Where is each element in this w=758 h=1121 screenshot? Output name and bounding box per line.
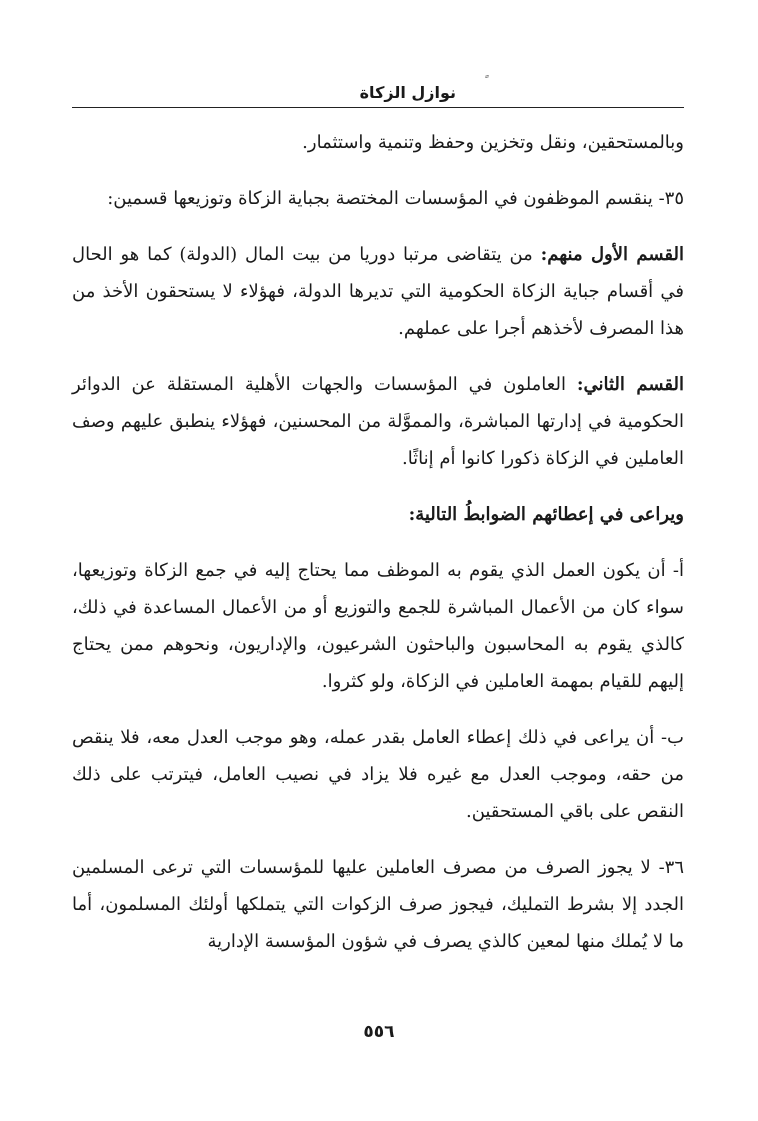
paragraph-text: وبالمستحقين، ونقل وتخزين وحفظ وتنمية واستثمار. [302, 132, 684, 153]
paragraph-condition-a [72, 552, 684, 700]
paragraph-text: ب- أن يراعى في ذلك إعطاء العامل بقدر عمله، وهو موجب العدل معه، فلا ينقص من حقه، وموجب العدل مع غيره فلا يزاد في نصيب العامل، فيترتب على ذلك النقص على باقي المستحقين. [72, 727, 684, 822]
paragraph-35 [72, 180, 684, 217]
paragraph-second-section [72, 366, 684, 477]
paragraph-first-section [72, 236, 684, 347]
paragraph-lead: ويراعى في إعطائهم الضوابطُ التالية: [408, 504, 684, 525]
running-header [72, 82, 684, 108]
page-number: ٥٥٦ [363, 1022, 395, 1042]
paragraph-text: ٣٦- لا يجوز الصرف من مصرف العاملين عليها للمؤسسات التي ترعى المسلمين الجدد إلا بشرط التمليك، فيجوز صرف الزكوات التي يتملكها أولئك المسلمون، أما ما لا يُملك منها لمعين كالذي يصرف في شؤون المؤسسة الإدارية [72, 857, 684, 952]
paragraph-text: ٣٥- ينقسم الموظفون في المؤسسات المختصة بجباية الزكاة وتوزيعها قسمين: [107, 188, 684, 209]
paragraph-condition-b [72, 719, 684, 830]
paragraph-conditions-heading [72, 496, 684, 533]
paragraph-lead: القسم الأول منهم: [540, 244, 684, 265]
page-body [72, 124, 684, 979]
paragraph-continuation [72, 124, 684, 161]
paragraph-text: أ- أن يكون العمل الذي يقوم به الموظف مما يحتاج إليه في جمع الزكاة وتوزيعها، سواء كان من الأعمال المباشرة للجمع والتوزيع أو من الأعمال المساعدة في ذلك، كالذي يقوم به المحاسبون والباحثون الشرعيون، والإداريون، ونحوهم ممن يحتاج إليهم للقيام بمهمة العاملين في الزكاة، ولو كثروا. [72, 560, 684, 692]
paragraph-text: العاملون في المؤسسات والجهات الأهلية المستقلة عن الدوائر الحكومية في إدارتها المباشرة، والمموَّلة من المحسنين، فهؤلاء ينطبق عليهم وصف العاملين في الزكاة ذكورا كانوا أم إناثًا. [72, 374, 684, 469]
paragraph-36 [72, 849, 684, 960]
running-header-title: نوازل الزكاة [359, 83, 456, 102]
paragraph-text: من يتقاضى مرتبا دوريا من بيت المال (الدولة) كما هو الحال في أقسام جباية الزكاة الحكومية التي تديرها الدولة، فهؤلاء لا يستحقون الأخذ من هذا المصرف لأخذهم أجرا على عملهم. [72, 244, 684, 339]
header-divider [72, 107, 684, 108]
paragraph-lead: القسم الثاني: [576, 374, 685, 395]
